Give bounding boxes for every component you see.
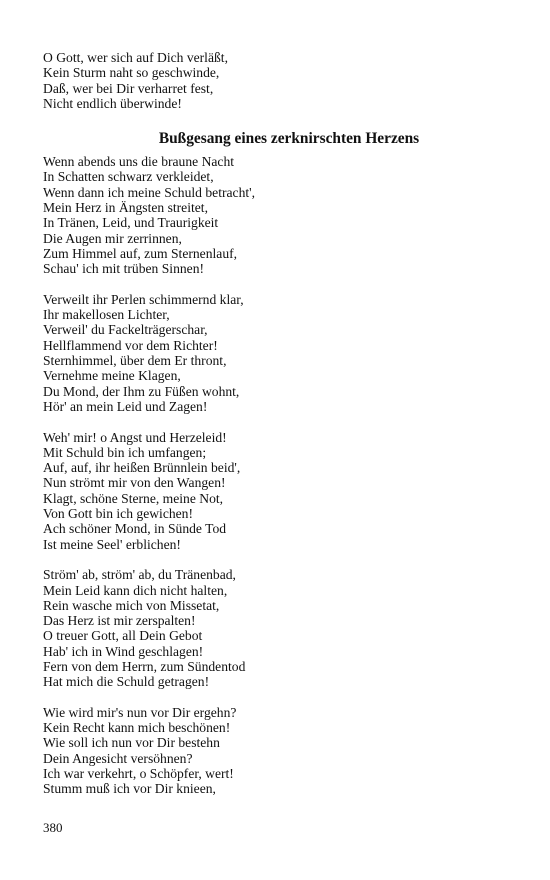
- verse-line: Fern von dem Herrn, zum Sündentod: [43, 658, 246, 674]
- verse-line: Sternhimmel, über dem Er thront,: [43, 353, 227, 369]
- verse-line: Mein Leid kann dich nicht halten,: [43, 582, 228, 598]
- verse-line: Verweilt ihr Perlen schimmernd klar,: [43, 291, 244, 307]
- verse-line: Nicht endlich überwinde!: [43, 95, 182, 111]
- verse-line: Daß, wer bei Dir verharret fest,: [43, 80, 214, 96]
- poem-title: Bußgesang eines zerknirschten Herzens: [158, 130, 420, 148]
- verse-line: Hör' an mein Leid und Zagen!: [43, 398, 208, 414]
- stanza-1: [43, 154, 513, 276]
- verse-line: Verweil' du Fackelträgerschar,: [43, 322, 208, 338]
- verse-line: Kein Sturm naht so geschwinde,: [43, 65, 220, 81]
- verse-line: Zum Himmel auf, zum Sternenlauf,: [43, 245, 238, 261]
- verse-line: Das Herz ist mir zerspalten!: [43, 613, 196, 629]
- verse-line: Auf, auf, ihr heißen Brünnlein beid',: [43, 460, 241, 476]
- verse-line: In Tränen, Leid, und Traurigkeit: [43, 215, 219, 231]
- verse-line: Klagt, schöne Sterne, meine Not,: [43, 490, 224, 506]
- verse-line: Ach schöner Mond, in Sünde Tod: [43, 521, 227, 537]
- verse-line: Ihr makellosen Lichter,: [43, 307, 170, 323]
- verse-line: Stumm muß ich vor Dir knieen,: [43, 781, 216, 797]
- verse-line: Wenn dann ich meine Schuld betracht',: [43, 184, 255, 200]
- verse-line: Dein Angesicht versöhnen?: [43, 750, 193, 766]
- verse-line: Ström' ab, ström' ab, du Tränenbad,: [43, 567, 236, 583]
- verse-line: Wenn abends uns die braune Nacht: [43, 154, 235, 170]
- verse-line: O Gott, wer sich auf Dich verläßt,: [43, 50, 228, 65]
- intro-stanza: [43, 50, 513, 111]
- page-number: 380: [43, 820, 63, 835]
- stanza-3: [43, 430, 513, 552]
- verse-line: Ist meine Seel' erblichen!: [43, 536, 181, 552]
- verse-line: Nun strömt mir von den Wangen!: [43, 475, 226, 491]
- stanza-2: [43, 292, 513, 414]
- verse-line: Von Gott bin ich gewichen!: [43, 506, 194, 522]
- verse-line: Hab' ich in Wind geschlagen!: [43, 643, 204, 659]
- verse-line: Vernehme meine Klagen,: [43, 368, 181, 384]
- verse-line: Wie wird mir's nun vor Dir ergehn?: [43, 704, 237, 720]
- verse-line: Kein Recht kann mich beschönen!: [43, 720, 231, 736]
- verse-line: In Schatten schwarz verkleidet,: [43, 169, 214, 185]
- verse-line: Mit Schuld bin ich umfangen;: [43, 444, 207, 460]
- verse-line: Hat mich die Schuld getragen!: [43, 674, 210, 690]
- verse-line: Du Mond, der Ihm zu Füßen wohnt,: [43, 383, 240, 399]
- verse-line: Hellflammend vor dem Richter!: [43, 337, 218, 353]
- stanza-5: [43, 705, 513, 797]
- page-body: [43, 50, 513, 812]
- verse-line: Die Augen mir zerrinnen,: [43, 230, 182, 246]
- verse-line: Schau' ich mit trüben Sinnen!: [43, 261, 205, 277]
- verse-line: Ich war verkehrt, o Schöpfer, wert!: [43, 766, 234, 782]
- verse-line: O treuer Gott, all Dein Gebot: [43, 628, 203, 644]
- verse-line: Wie soll ich nun vor Dir bestehn: [43, 735, 220, 751]
- verse-line: Weh' mir! o Angst und Herzeleid!: [43, 429, 227, 445]
- verse-line: Mein Herz in Ängsten streitet,: [43, 200, 208, 216]
- stanza-4: [43, 567, 513, 689]
- verse-line: Rein wasche mich von Missetat,: [43, 597, 220, 613]
